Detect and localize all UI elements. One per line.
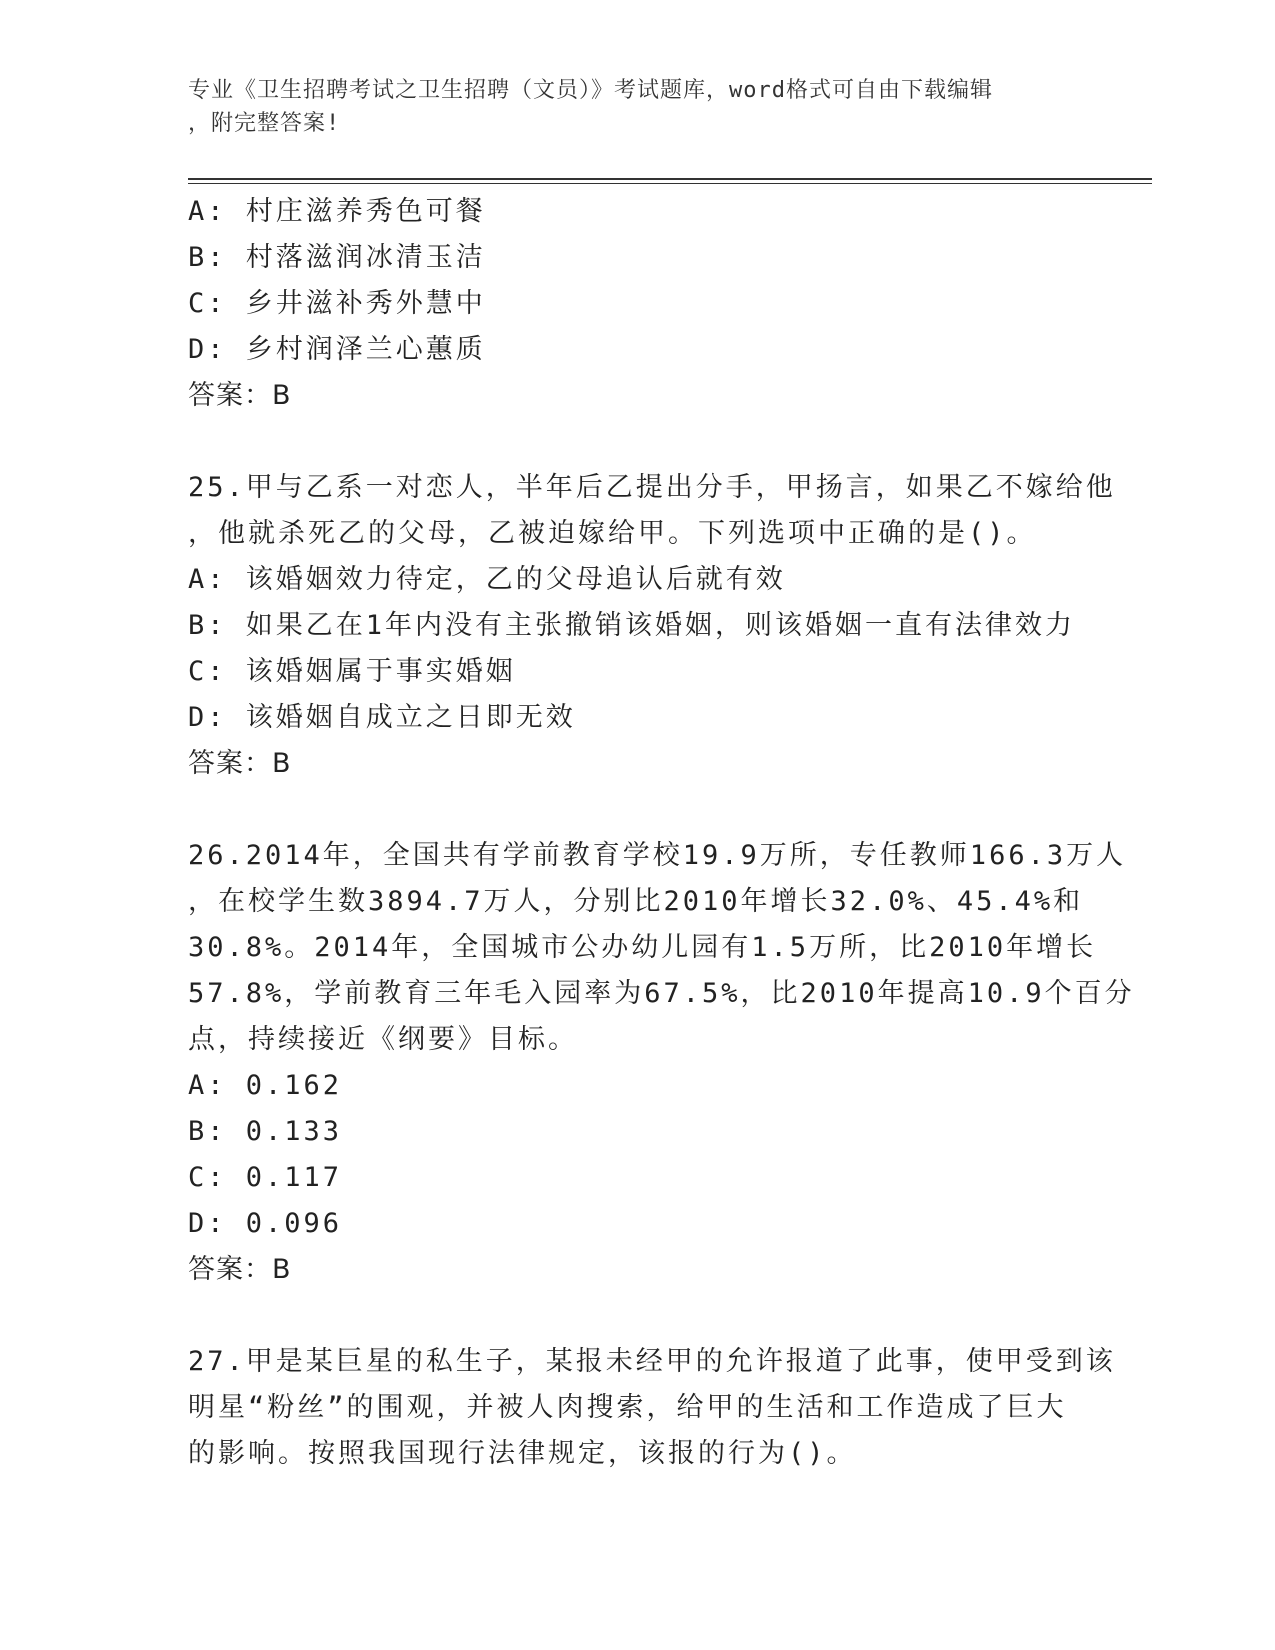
stem-line: 27.甲是某巨星的私生子，某报未经甲的允许报道了此事，使甲受到该 bbox=[188, 1346, 1116, 1377]
option-b: B: 如果乙在1年内没有主张撤销该婚姻，则该婚姻一直有法律效力 bbox=[188, 610, 1076, 641]
header-line-2: ，附完整答案! bbox=[188, 111, 341, 136]
option-a: A: 村庄滋养秀色可餐 bbox=[188, 196, 486, 227]
stem-line: 明星“粉丝”的围观，并被人肉搜索，给甲的生活和工作造成了巨大 bbox=[188, 1392, 1067, 1423]
stem-line: ，他就杀死乙的父母，乙被迫嫁给甲。下列选项中正确的是()。 bbox=[188, 518, 1037, 549]
option-c: C: 该婚姻属于事实婚姻 bbox=[188, 656, 516, 687]
option-a: A: 该婚姻效力待定，乙的父母追认后就有效 bbox=[188, 564, 786, 595]
option-c: C: 0.117 bbox=[188, 1162, 343, 1193]
stem-line: 点，持续接近《纲要》目标。 bbox=[188, 1024, 578, 1055]
stem-line: 26.2014年，全国共有学前教育学校19.9万所，专任教师166.3万人 bbox=[188, 840, 1127, 871]
header-line-1: 专业《卫生招聘考试之卫生招聘（文员）》考试题库，word格式可自由下载编辑 bbox=[188, 78, 993, 103]
stem-line: 57.8%，学前教育三年毛入园率为67.5%，比2010年提高10.9个百分 bbox=[188, 978, 1135, 1009]
question-stem bbox=[188, 833, 1135, 1063]
stem-line: ，在校学生数3894.7万人，分别比2010年增长32.0%、45.4%和 bbox=[188, 886, 1084, 917]
header-divider-thick bbox=[188, 178, 1152, 180]
option-a: A: 0.162 bbox=[188, 1070, 343, 1101]
option-d: D: 该婚姻自成立之日即无效 bbox=[188, 702, 576, 733]
spacer bbox=[188, 419, 1088, 465]
option-d: D: 乡村润泽兰心蕙质 bbox=[188, 334, 486, 365]
option-b: B: 0.133 bbox=[188, 1116, 343, 1147]
spacer bbox=[188, 787, 1088, 833]
answer: 答案：B bbox=[188, 748, 292, 779]
question-27 bbox=[188, 1339, 1116, 1477]
answer: 答案：B bbox=[188, 380, 292, 411]
question-content bbox=[188, 189, 1135, 1477]
option-b: B: 村落滋润冰清玉洁 bbox=[188, 242, 486, 273]
question-stem bbox=[188, 1339, 1116, 1477]
question-stem bbox=[188, 465, 1116, 557]
stem-line: 25.甲与乙系一对恋人，半年后乙提出分手，甲扬言，如果乙不嫁给他 bbox=[188, 472, 1116, 503]
stem-line: 30.8%。2014年，全国城市公办幼儿园有1.5万所，比2010年增长 bbox=[188, 932, 1097, 963]
question-24 bbox=[188, 189, 1088, 419]
document-header bbox=[188, 74, 1088, 140]
question-26 bbox=[188, 833, 1135, 1293]
option-c: C: 乡井滋补秀外慧中 bbox=[188, 288, 486, 319]
option-d: D: 0.096 bbox=[188, 1208, 343, 1239]
spacer bbox=[188, 1293, 1088, 1339]
question-25 bbox=[188, 465, 1116, 787]
stem-line: 的影响。按照我国现行法律规定，该报的行为()。 bbox=[188, 1438, 857, 1469]
answer: 答案：B bbox=[188, 1254, 292, 1285]
header-divider-thin bbox=[188, 183, 1152, 184]
